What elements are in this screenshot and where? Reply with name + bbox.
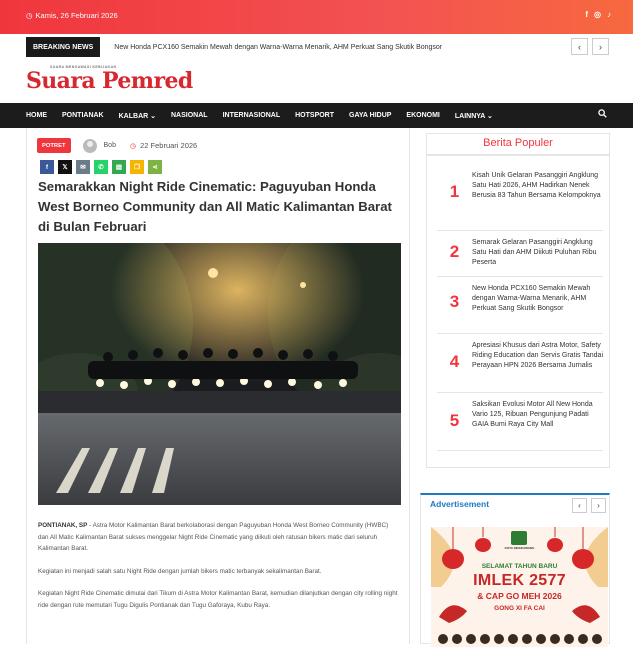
- whatsapp-share-icon[interactable]: ✆: [94, 160, 108, 174]
- popular-item-rank: 1: [449, 182, 460, 201]
- popular-news-heading: Berita Populer: [427, 134, 609, 156]
- article-title: Semarakkan Night Ride Cinematic: Paguyuban Honda West Borneo Community dan All Matic Kalimantan Barat di Bulan Februari: [38, 179, 392, 234]
- banner-subline: & CAP GO MEH 2026: [477, 591, 562, 601]
- share-buttons: [40, 160, 162, 174]
- popular-item-title[interactable]: Semarak Gelaran Pasanggiri Angklung Satu Hati dan AHM Diikuti Puluhan Ribu Peserta: [472, 239, 597, 267]
- popular-item[interactable]: [437, 231, 603, 277]
- article-paragraph-text: - Astra Motor Kalimantan Barat berkolaborasi dengan Paguyuban Honda West Borneo Community (HWBC) dan All Matic Kalimantan Barat sukses menggelar Night Ride Cinematic yang diikuti oleh ratusan bikers matic dari seluruh Kalimantan Barat.: [38, 522, 389, 552]
- nav-item-nasional[interactable]: NASIONAL: [171, 112, 208, 119]
- popular-item[interactable]: [437, 277, 603, 334]
- article-paragraph: [38, 520, 400, 555]
- current-date: [26, 11, 118, 20]
- nav-item-internasional[interactable]: INTERNASIONAL: [222, 112, 281, 119]
- imlek-ad-banner[interactable]: [431, 527, 608, 647]
- print-share-icon[interactable]: ▤: [112, 160, 126, 174]
- popular-item-title[interactable]: New Honda PCX160 Semakin Mewah dengan Warna-Warna Menarik, AHM Perkuat Sang Skutik Bongsor: [472, 285, 591, 313]
- chevron-left-icon[interactable]: ‹: [571, 38, 588, 55]
- popular-item[interactable]: [437, 393, 603, 451]
- instagram-icon[interactable]: ◎: [594, 10, 601, 19]
- article-photo: [38, 243, 401, 505]
- article: [26, 128, 410, 644]
- publish-date: 22 Februari 2026: [140, 141, 198, 150]
- avatar: [83, 139, 97, 153]
- facebook-share-icon[interactable]: f: [40, 160, 54, 174]
- calendar-icon: ◷: [129, 142, 137, 150]
- nav-item-lainnya[interactable]: LAINNYA ⌄: [454, 112, 493, 120]
- site-logo[interactable]: [26, 65, 193, 93]
- breaking-news-label: BREAKING NEWS: [26, 37, 100, 57]
- social-links: [585, 10, 611, 19]
- email-share-icon[interactable]: ✉: [76, 160, 90, 174]
- breaking-news-headline[interactable]: New Honda PCX160 Semakin Mewah dengan Warna-Warna Menarik, AHM Perkuat Sang Skutik Bongsor: [114, 43, 443, 51]
- nav-item-kalbar[interactable]: KALBAR ⌄: [118, 112, 156, 120]
- clock-icon: ◷: [26, 11, 33, 20]
- top-bar: [0, 0, 633, 34]
- article-dateline: PONTIANAK, SP: [38, 522, 88, 529]
- search-icon[interactable]: [598, 109, 607, 120]
- popular-news-list: [437, 164, 603, 451]
- nav-item-hotsport[interactable]: HOTSPORT: [295, 112, 335, 119]
- tiktok-icon[interactable]: ♪: [607, 10, 611, 19]
- breaking-news-bar: [26, 37, 609, 57]
- popular-item-title[interactable]: Saksikan Evolusi Motor All New Honda Vario 125, Ribuan Pengunjung Padati GAIA Bumi Raya City Mall: [472, 401, 593, 429]
- popular-item-rank: 5: [449, 411, 460, 430]
- advertisement-heading: Advertisement: [430, 499, 490, 509]
- more-share-icon[interactable]: ⋖: [148, 160, 162, 174]
- popular-item[interactable]: [437, 164, 603, 231]
- banner-org: KOTA SINGKAWANG: [504, 546, 535, 550]
- popular-item-rank: 2: [449, 242, 460, 261]
- popular-item-title[interactable]: Apresiasi Khusus dari Astra Motor, Safety Riding Education dan Servis Gratis Tandai Perayaan HPN 2026 Bersama Jurnalis: [472, 342, 604, 370]
- current-date-text: Kamis, 26 Februari 2026: [35, 11, 118, 20]
- banner-tagline: GONG XI FA CAI: [494, 605, 545, 612]
- chevron-right-icon[interactable]: ›: [591, 498, 606, 513]
- popular-item-rank: 4: [449, 352, 460, 371]
- category-badge[interactable]: POTRET: [37, 138, 71, 153]
- popular-item-title[interactable]: Kisah Unik Gelaran Pasanggiri Angklung Satu Hati 2026, AHM Hadirkan Nenek Berusia 83 Tahun Bersama Kelompoknya: [472, 172, 601, 200]
- popular-news-widget: [426, 133, 610, 468]
- banner-headline: IMLEK 2577: [473, 572, 566, 589]
- logo-tagline: SUARA MENGAWASI KEBIJAKAN: [50, 65, 117, 69]
- popular-item[interactable]: [437, 334, 603, 393]
- main-navigation: [0, 103, 633, 128]
- popular-item-rank: 3: [449, 292, 460, 311]
- nav-item-gaya-hidup[interactable]: GAYA HIDUP: [349, 112, 392, 119]
- article-paragraph: Kegiatan Night Ride Cinematic dimulai dari Tikum di Astra Motor Kalimantan Barat, kemudian dilanjutkan dengan city rolling night ride dengan rute memutari Tugu Digulis Pontianak dan Tugu Gaforaya, Kubu Raya.: [38, 590, 398, 609]
- logo-name: Suara Pemred: [26, 68, 193, 94]
- banner-greeting: SELAMAT TAHUN BARU: [481, 563, 558, 570]
- facebook-icon[interactable]: f: [585, 10, 589, 19]
- article-body: [38, 520, 400, 622]
- copy-share-icon[interactable]: ❐: [130, 160, 144, 174]
- x-share-icon[interactable]: 𝕏: [58, 160, 72, 174]
- nav-item-home[interactable]: HOME: [26, 112, 47, 119]
- chevron-left-icon[interactable]: ‹: [572, 498, 587, 513]
- author-name[interactable]: Bob: [103, 142, 116, 149]
- article-meta: [37, 138, 197, 153]
- advertisement-nav: [572, 498, 606, 513]
- chevron-right-icon[interactable]: ›: [592, 38, 609, 55]
- nav-item-ekonomi[interactable]: EKONOMI: [406, 112, 440, 119]
- breaking-news-nav: [571, 38, 609, 55]
- advertisement-widget: [420, 493, 610, 644]
- article-paragraph: Kegiatan ini menjadi salah satu Night Ride dengan jumlah bikers matic terbanyak sekalimantan Barat.: [38, 567, 322, 575]
- nav-item-pontianak[interactable]: PONTIANAK: [62, 112, 104, 119]
